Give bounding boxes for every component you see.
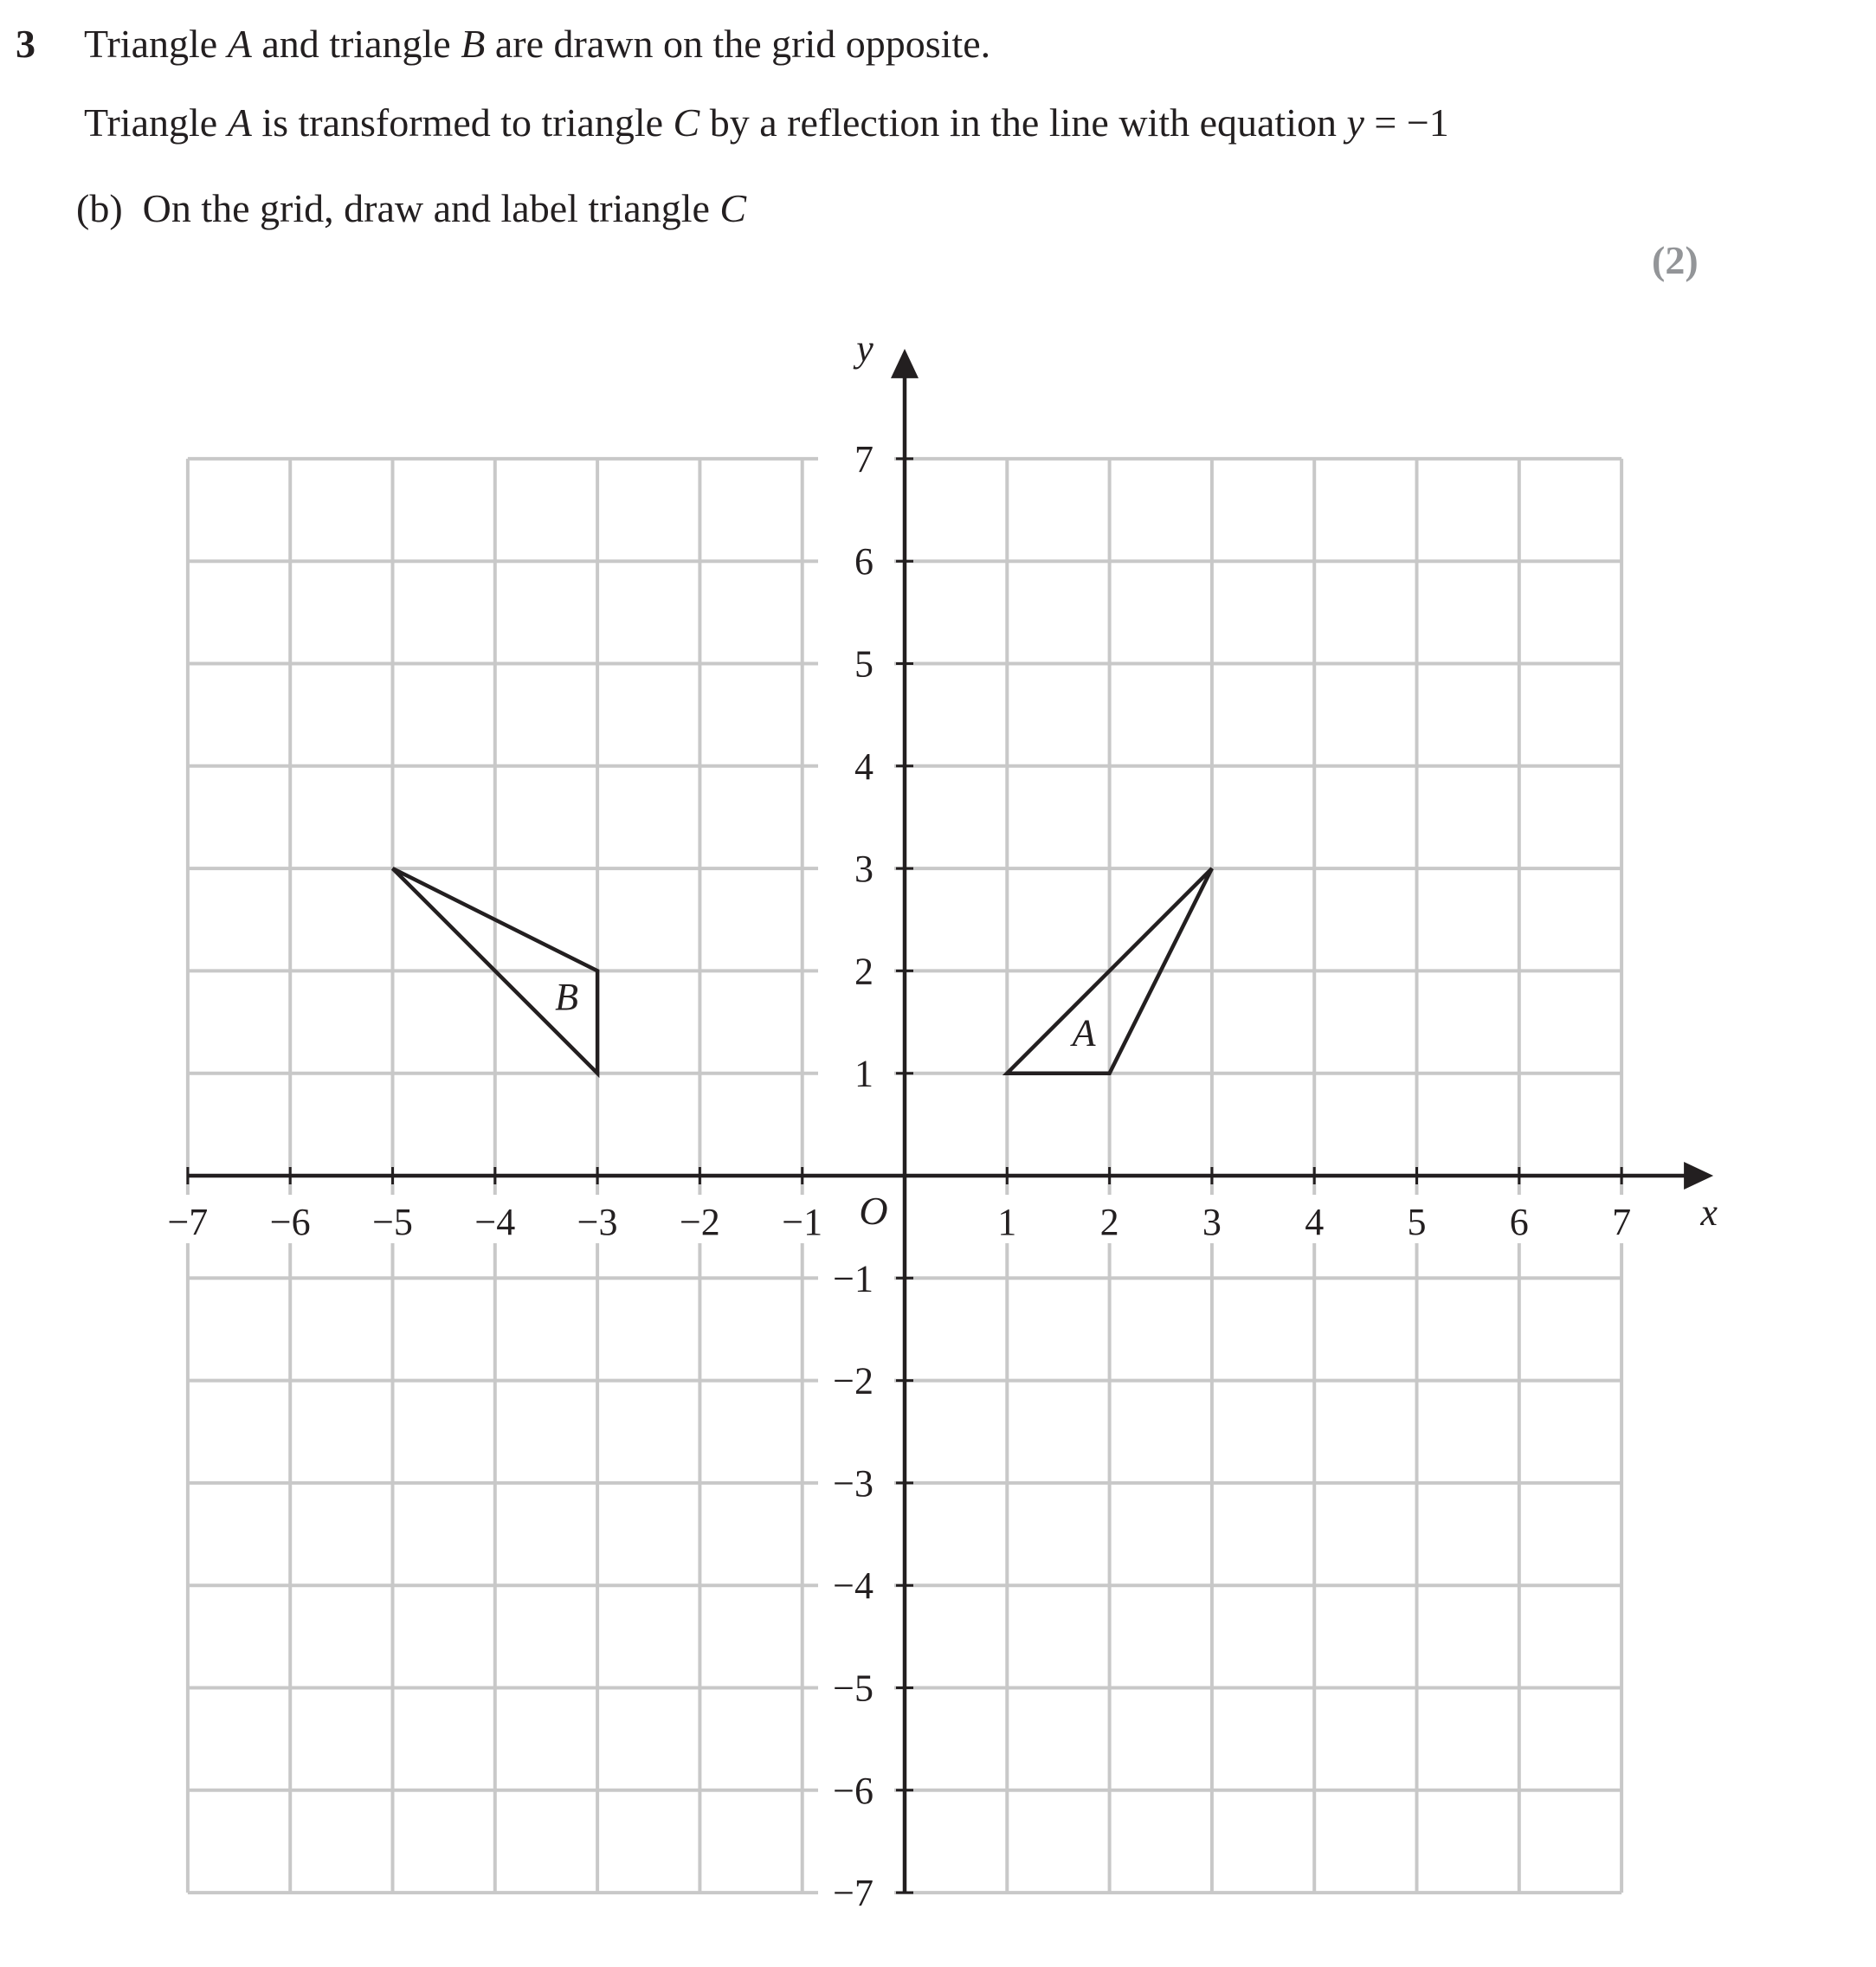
y-tick-label: −7 xyxy=(833,1872,874,1915)
y-tick-label: 2 xyxy=(854,950,874,993)
triangle-c-name: C xyxy=(719,186,747,230)
triangle-c-name: C xyxy=(673,100,700,145)
y-tick-label: 4 xyxy=(854,745,874,788)
x-tick-label: −6 xyxy=(269,1201,311,1243)
triangle-a-label: A xyxy=(1072,1011,1096,1054)
y-tick-label: −6 xyxy=(833,1769,874,1812)
triangle-a-name: A xyxy=(227,22,252,66)
part-b-text: On the grid, draw and label triangle xyxy=(142,186,720,230)
x-tick-label: −4 xyxy=(474,1201,516,1243)
y-tick-label: −5 xyxy=(833,1667,874,1710)
x-tick-label: −1 xyxy=(782,1201,823,1243)
intro-text-3: are drawn on the grid opposite. xyxy=(485,22,991,66)
intro-text-2: and triangle xyxy=(251,22,461,66)
origin-label: O xyxy=(859,1189,888,1233)
x-tick-label: 1 xyxy=(997,1201,1017,1243)
triangle-b-name: B xyxy=(461,22,486,66)
x-tick-label: −5 xyxy=(372,1201,413,1243)
y-axis-label: y xyxy=(856,326,874,370)
triangle-b-label: B xyxy=(555,975,579,1018)
x-tick-label: 7 xyxy=(1612,1201,1632,1243)
y-tick-label: 6 xyxy=(854,540,874,584)
y-tick-label: −2 xyxy=(833,1359,874,1403)
x-tick-label: −3 xyxy=(577,1201,618,1243)
x-tick-label: 6 xyxy=(1509,1201,1529,1243)
y-tick-label: 5 xyxy=(854,642,874,686)
y-tick-label: 7 xyxy=(854,437,874,480)
transform-text-1: Triangle xyxy=(84,100,228,145)
y-tick-label: −4 xyxy=(833,1564,874,1608)
x-tick-label: 2 xyxy=(1099,1201,1119,1243)
y-tick-label: 3 xyxy=(854,848,874,891)
y-tick-label: −3 xyxy=(833,1461,874,1505)
y-tick-label: −1 xyxy=(833,1257,874,1300)
x-tick-label: 3 xyxy=(1202,1201,1222,1243)
equation-y: y xyxy=(1346,100,1364,145)
equation-rhs: = −1 xyxy=(1363,100,1449,145)
transform-text-2: is transformed to triangle xyxy=(251,100,674,145)
question-number: 3 xyxy=(16,22,35,66)
x-tick-label: −7 xyxy=(167,1201,209,1243)
x-tick-label: 4 xyxy=(1305,1201,1325,1243)
x-axis-arrow-icon xyxy=(1684,1162,1713,1190)
x-axis-label: x xyxy=(1700,1191,1718,1234)
intro-text-1: Triangle xyxy=(84,22,228,66)
y-tick-label: 1 xyxy=(854,1052,874,1095)
x-tick-label: 5 xyxy=(1407,1201,1427,1243)
transform-text-3: by a reflection in the line with equation xyxy=(699,100,1347,145)
marks-indicator: (2) xyxy=(1652,238,1699,282)
x-tick-label: −2 xyxy=(679,1201,720,1243)
triangle-a-name: A xyxy=(227,100,252,145)
part-b-label: (b) xyxy=(76,186,123,230)
y-axis-arrow-icon xyxy=(891,349,919,378)
